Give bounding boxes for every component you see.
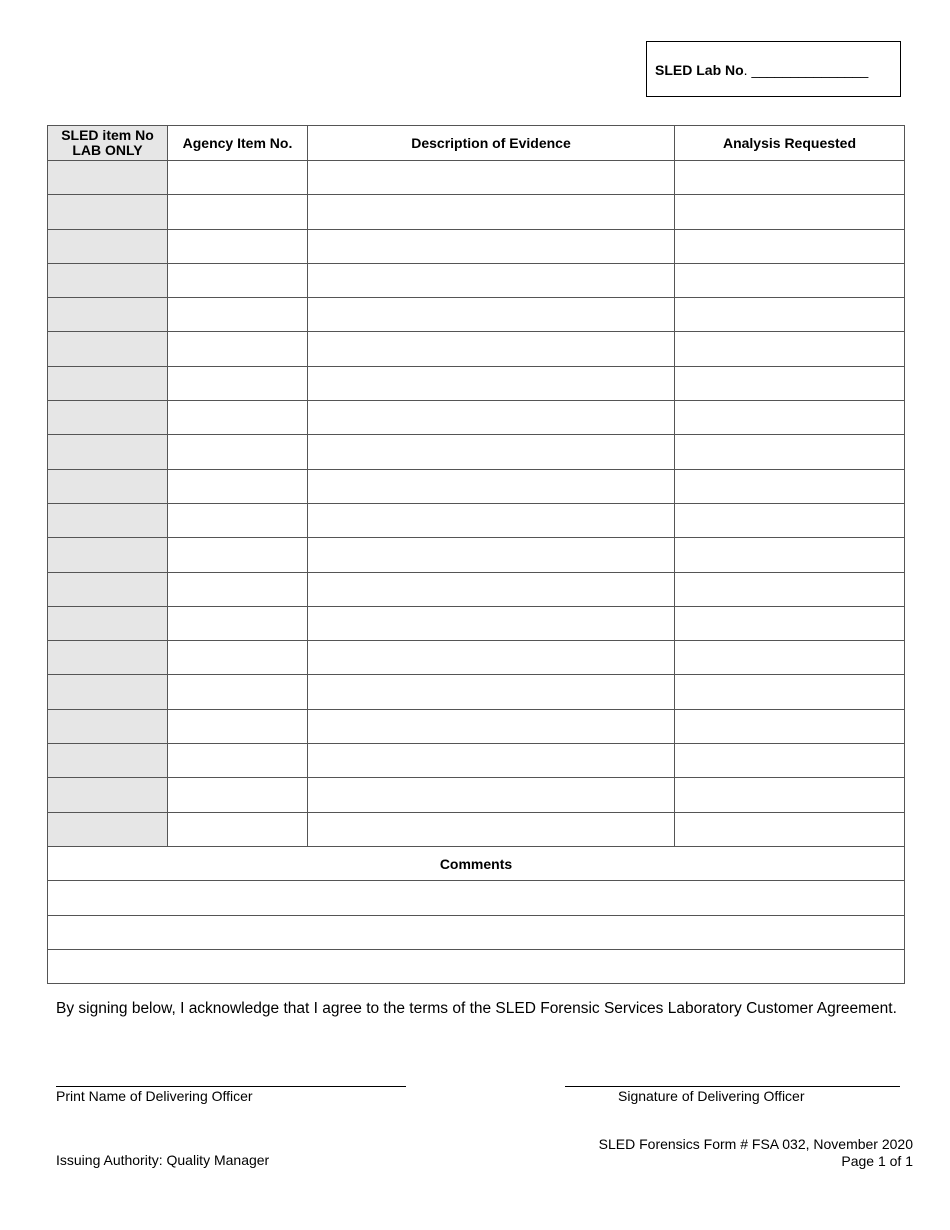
- lab-number-box: [646, 41, 901, 97]
- description-cell[interactable]: [308, 641, 675, 675]
- description-cell[interactable]: [308, 263, 675, 297]
- analysis-cell[interactable]: [675, 161, 905, 195]
- analysis-cell[interactable]: [675, 538, 905, 572]
- sled-item-cell[interactable]: [48, 229, 168, 263]
- evidence-row: [48, 469, 905, 503]
- evidence-row: [48, 401, 905, 435]
- agency-item-cell[interactable]: [168, 503, 308, 537]
- evidence-row: [48, 641, 905, 675]
- form-info: [599, 1136, 913, 1170]
- evidence-row: [48, 503, 905, 537]
- sled-item-cell[interactable]: [48, 161, 168, 195]
- description-cell[interactable]: [308, 812, 675, 846]
- analysis-cell[interactable]: [675, 366, 905, 400]
- sled-item-cell[interactable]: [48, 778, 168, 812]
- evidence-rows: [48, 161, 905, 847]
- acknowledgement-text: By signing below, I acknowledge that I agree to the terms of the SLED Forensic Services Laboratory Customer Agreement.: [56, 1000, 897, 1017]
- sled-item-cell[interactable]: [48, 641, 168, 675]
- sled-item-cell[interactable]: [48, 298, 168, 332]
- analysis-cell[interactable]: [675, 812, 905, 846]
- issuing-authority: Issuing Authority: Quality Manager: [56, 1152, 270, 1168]
- evidence-row: [48, 778, 905, 812]
- analysis-cell[interactable]: [675, 332, 905, 366]
- agency-item-cell[interactable]: [168, 744, 308, 778]
- description-cell[interactable]: [308, 366, 675, 400]
- analysis-cell[interactable]: [675, 469, 905, 503]
- sled-item-cell[interactable]: [48, 469, 168, 503]
- form-number: SLED Forensics Form # FSA 032, November 2020: [598, 1136, 913, 1152]
- comments-row: [48, 949, 905, 983]
- description-cell[interactable]: [308, 675, 675, 709]
- comments-header-row: [48, 846, 905, 880]
- sled-item-cell[interactable]: [48, 572, 168, 606]
- header-sled-item-line2: LAB ONLY: [72, 142, 143, 158]
- agency-item-cell[interactable]: [168, 606, 308, 640]
- description-cell[interactable]: [308, 709, 675, 743]
- analysis-cell[interactable]: [675, 641, 905, 675]
- description-cell[interactable]: [308, 161, 675, 195]
- analysis-cell[interactable]: [675, 778, 905, 812]
- evidence-row: [48, 572, 905, 606]
- sled-item-cell[interactable]: [48, 435, 168, 469]
- evidence-row: [48, 263, 905, 297]
- analysis-cell[interactable]: [675, 298, 905, 332]
- analysis-cell[interactable]: [675, 709, 905, 743]
- agency-item-cell[interactable]: [168, 709, 308, 743]
- evidence-row: [48, 332, 905, 366]
- description-cell[interactable]: [308, 503, 675, 537]
- signature-label: Signature of Delivering Officer: [618, 1088, 805, 1104]
- agency-item-cell[interactable]: [168, 332, 308, 366]
- lab-number-label: SLED Lab No: [655, 62, 744, 78]
- sled-item-cell[interactable]: [48, 675, 168, 709]
- print-name-label: Print Name of Delivering Officer: [56, 1088, 253, 1104]
- description-cell[interactable]: [308, 572, 675, 606]
- evidence-row: [48, 812, 905, 846]
- sled-item-cell[interactable]: [48, 401, 168, 435]
- agency-item-cell[interactable]: [168, 675, 308, 709]
- analysis-cell[interactable]: [675, 606, 905, 640]
- signature-line[interactable]: [565, 1086, 900, 1087]
- comments-label: Comments: [48, 846, 905, 880]
- description-cell[interactable]: [308, 469, 675, 503]
- sled-item-cell[interactable]: [48, 538, 168, 572]
- agency-item-cell[interactable]: [168, 778, 308, 812]
- evidence-row: [48, 435, 905, 469]
- sled-item-cell[interactable]: [48, 709, 168, 743]
- comments-line[interactable]: [48, 915, 905, 949]
- agency-item-cell[interactable]: [168, 572, 308, 606]
- agency-item-cell[interactable]: [168, 298, 308, 332]
- analysis-cell[interactable]: [675, 435, 905, 469]
- header-agency-item: Agency Item No.: [168, 126, 308, 161]
- analysis-cell[interactable]: [675, 263, 905, 297]
- evidence-row: [48, 366, 905, 400]
- print-name-line[interactable]: [56, 1086, 406, 1087]
- header-row: [48, 126, 905, 161]
- agency-item-cell[interactable]: [168, 366, 308, 400]
- analysis-cell[interactable]: [675, 744, 905, 778]
- sled-item-cell[interactable]: [48, 606, 168, 640]
- description-cell[interactable]: [308, 744, 675, 778]
- evidence-row: [48, 709, 905, 743]
- description-cell[interactable]: [308, 401, 675, 435]
- description-cell[interactable]: [308, 195, 675, 229]
- header-sled-item-line1: SLED item No: [61, 127, 154, 143]
- description-cell[interactable]: [308, 298, 675, 332]
- evidence-row: [48, 195, 905, 229]
- description-cell[interactable]: [308, 778, 675, 812]
- header-analysis: Analysis Requested: [675, 126, 905, 161]
- sled-item-cell[interactable]: [48, 366, 168, 400]
- header-description: Description of Evidence: [308, 126, 675, 161]
- evidence-row: [48, 744, 905, 778]
- header-sled-item: [48, 126, 168, 161]
- comments-row: [48, 881, 905, 915]
- analysis-cell[interactable]: [675, 675, 905, 709]
- sled-item-cell[interactable]: [48, 744, 168, 778]
- sled-item-cell[interactable]: [48, 812, 168, 846]
- description-cell[interactable]: [308, 435, 675, 469]
- description-cell[interactable]: [308, 229, 675, 263]
- description-cell[interactable]: [308, 606, 675, 640]
- description-cell[interactable]: [308, 332, 675, 366]
- agency-item-cell[interactable]: [168, 229, 308, 263]
- lab-number-blank: . _______________: [743, 62, 869, 78]
- evidence-table: [47, 125, 905, 984]
- evidence-row: [48, 229, 905, 263]
- analysis-cell[interactable]: [675, 401, 905, 435]
- analysis-cell[interactable]: [675, 503, 905, 537]
- analysis-cell[interactable]: [675, 195, 905, 229]
- evidence-row: [48, 538, 905, 572]
- comments-row: [48, 915, 905, 949]
- agency-item-cell[interactable]: [168, 401, 308, 435]
- evidence-row: [48, 161, 905, 195]
- sled-item-cell[interactable]: [48, 195, 168, 229]
- agency-item-cell[interactable]: [168, 641, 308, 675]
- evidence-row: [48, 606, 905, 640]
- comments-line[interactable]: [48, 949, 905, 983]
- comments-line[interactable]: [48, 881, 905, 915]
- agency-item-cell[interactable]: [168, 812, 308, 846]
- sled-item-cell[interactable]: [48, 503, 168, 537]
- description-cell[interactable]: [308, 538, 675, 572]
- agency-item-cell[interactable]: [168, 538, 308, 572]
- sled-item-cell[interactable]: [48, 263, 168, 297]
- agency-item-cell[interactable]: [168, 435, 308, 469]
- agency-item-cell[interactable]: [168, 263, 308, 297]
- evidence-row: [48, 675, 905, 709]
- lab-number-field[interactable]: [655, 62, 868, 78]
- agency-item-cell[interactable]: [168, 469, 308, 503]
- evidence-row: [48, 298, 905, 332]
- analysis-cell[interactable]: [675, 572, 905, 606]
- page-number: Page 1 of 1: [841, 1153, 913, 1169]
- agency-item-cell[interactable]: [168, 161, 308, 195]
- analysis-cell[interactable]: [675, 229, 905, 263]
- agency-item-cell[interactable]: [168, 195, 308, 229]
- sled-item-cell[interactable]: [48, 332, 168, 366]
